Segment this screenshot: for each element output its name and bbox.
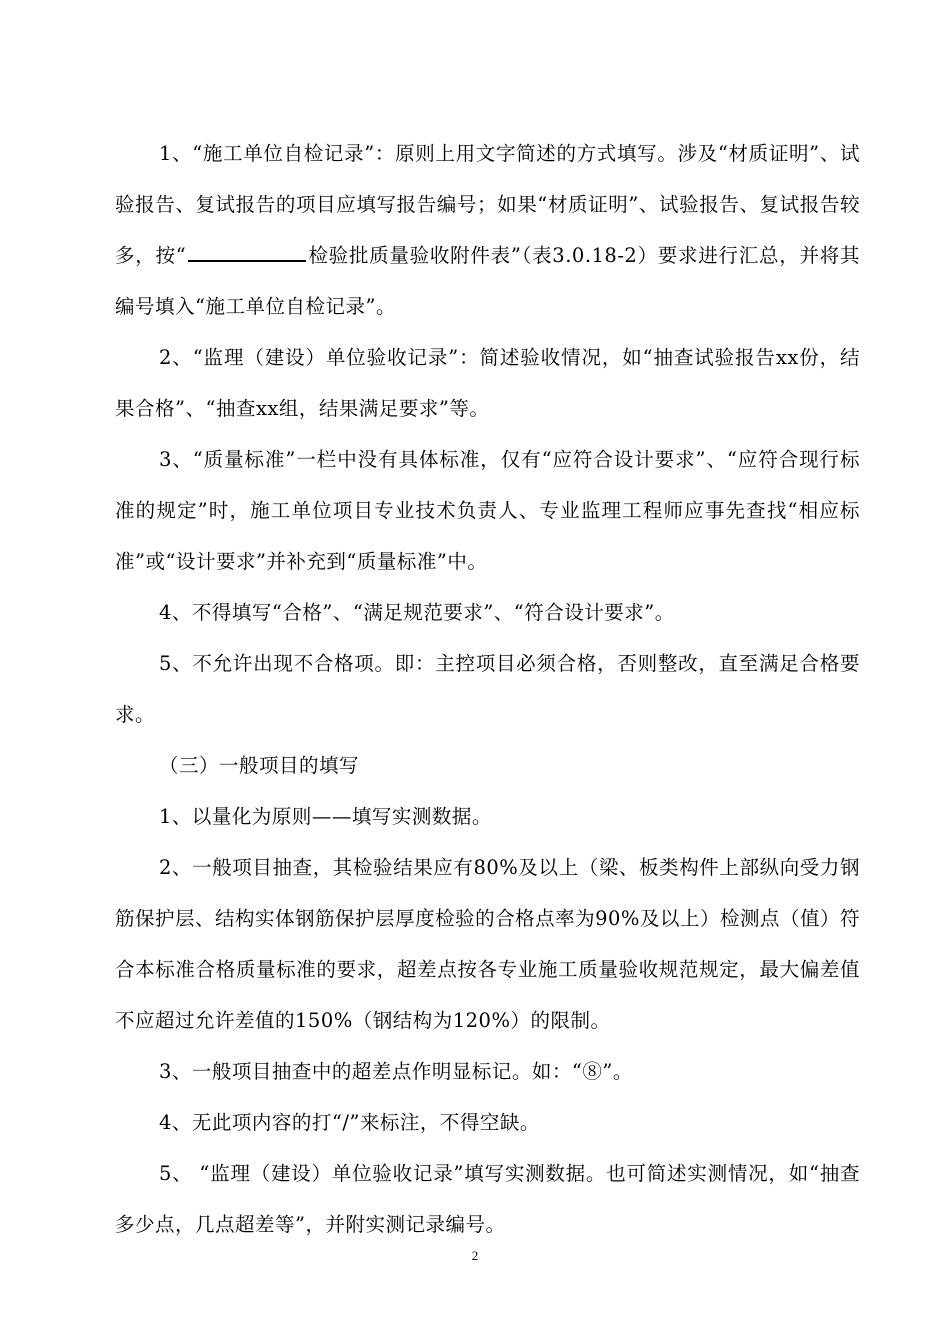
paragraph-3: 3、“质量标准”一栏中没有具体标准，仅有“应符合设计要求”、“应符合现行标准的规定”时，施工单位项目专业技术负责人、专业监理工程师应事先查找“相应标准”或“设计要求”并补充到“质量标准”中。 xyxy=(115,448,860,573)
general-item-1: 1、以量化为原则——填写实测数据。 xyxy=(159,805,492,828)
general-item-2: 2、一般项目抽查，其检验结果应有80%及以上（梁、板类构件上部纵向受力钢筋保护层、结构实体钢筋保护层厚度检验的合格点率为90%及以上）检测点（值）符合本标准合格质量标准的要求，超差点按各专业施工质量验收规范规定，最大偏差值不应超过允许差值的150%（钢结构为120%）的限制。 xyxy=(115,856,860,1032)
section-heading: （三）一般项目的填写 xyxy=(159,754,360,777)
fill-in-blank-line xyxy=(188,242,306,262)
paragraph-5: 5、不允许出现不合格项。即：主控项目必须合格，否则整改，直至满足合格要求。 xyxy=(115,652,860,726)
paragraph-4: 4、不得填写“合格”、“满足规范要求”、“符合设计要求”。 xyxy=(159,601,675,624)
general-item-3: 3、一般项目抽查中的超差点作明显标记。如：“⑧”。 xyxy=(159,1060,633,1083)
paragraph-1 xyxy=(115,128,860,332)
paragraph-1-text-a: 1、“施工单位自检记录”：原则上用文字简述的方式填写。涉及“材质证明”、试验报告、复试报告的项目应填写报告编号；如果“材质证明”、试验报告、复试报告较多，按“ xyxy=(115,142,860,267)
document-body xyxy=(115,128,860,1250)
paragraph-1-text-b: 检验批质量验收附件表”（表3.0.18-2）要求进行汇总，并将其编号填入“施工单位自检记录”。 xyxy=(115,244,860,318)
page-number: 2 xyxy=(471,1248,479,1263)
general-item-5: 5、 “监理（建设）单位验收记录”填写实测数据。也可简述实测情况，如“抽查多少点，几点超差等”，并附实测记录编号。 xyxy=(115,1162,860,1236)
general-item-4: 4、无此项内容的打“/”来标注，不得空缺。 xyxy=(159,1111,540,1134)
paragraph-2: 2、“监理（建设）单位验收记录”：简述验收情况，如“抽查试验报告xx份，结果合格”、“抽查xx组，结果满足要求”等。 xyxy=(115,346,860,420)
